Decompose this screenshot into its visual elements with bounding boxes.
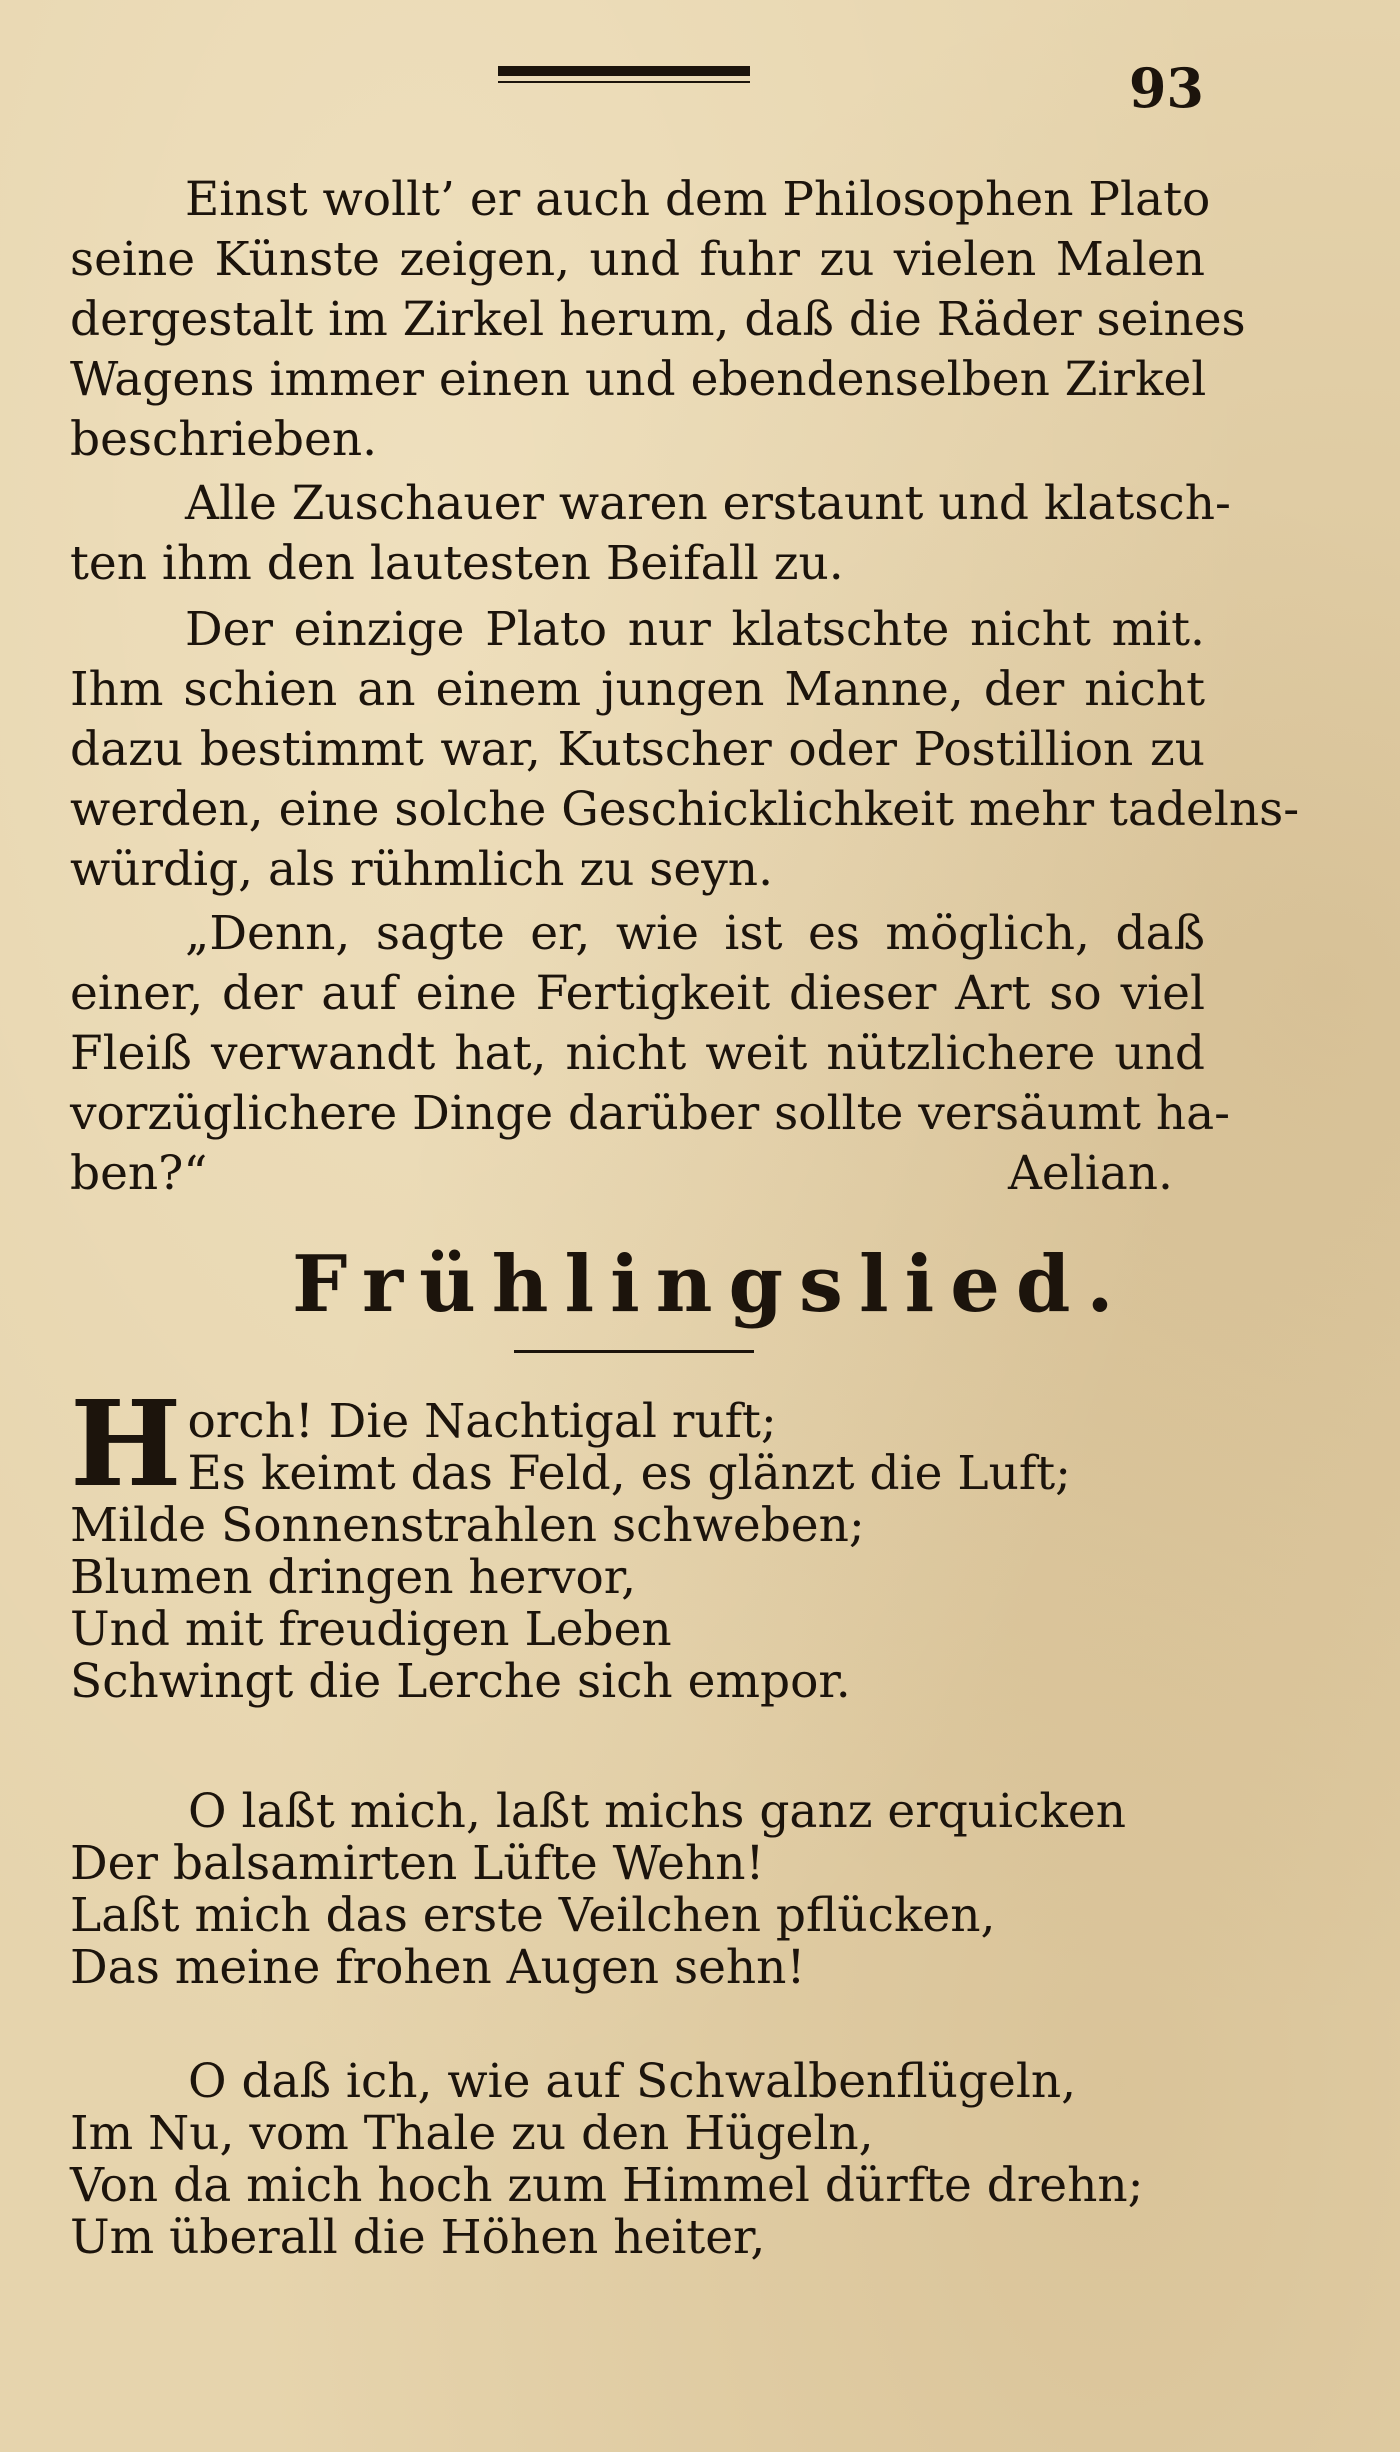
text-line: Fleiß verwandt hat, nicht weit nützlichere und bbox=[70, 1026, 1205, 1081]
poem-stanza-1 bbox=[70, 1374, 1071, 1709]
paragraph-plato-judgement bbox=[70, 600, 1300, 900]
text-line: seine Künste zeigen, und fuhr zu vielen Malen bbox=[70, 232, 1205, 287]
text-line: ten ihm den lautesten Beifall zu. bbox=[70, 536, 844, 591]
text-line: vorzüglichere Dinge darüber sollte versäumt ha- bbox=[70, 1086, 1231, 1141]
poem-stanza-2 bbox=[70, 1786, 1126, 1994]
text-line: ben?“ bbox=[70, 1146, 208, 1201]
attribution: Aelian. bbox=[1007, 1146, 1173, 1201]
verse-line: Von da mich hoch zum Himmel dürfte drehn; bbox=[70, 2158, 1144, 2213]
text-line: würdig, als rühmlich zu seyn. bbox=[70, 842, 774, 897]
verse-line: Laßt mich das erste Veilchen pflücken, bbox=[70, 1888, 996, 1943]
header-ornament-rule bbox=[498, 66, 750, 84]
text-line: Der einzige Plato nur klatschte nicht mit. bbox=[185, 602, 1205, 657]
text-line: Wagens immer einen und ebendenselben Zirkel bbox=[70, 352, 1207, 407]
text-line-with-attribution bbox=[70, 1144, 1205, 1204]
paragraph-plato-intro bbox=[70, 170, 1246, 470]
dropcap-lines bbox=[188, 1396, 1071, 1500]
verse-line: Blumen dringen hervor, bbox=[70, 1550, 637, 1605]
text-line: dazu bestimmt war, Kutscher oder Postillion zu bbox=[70, 722, 1205, 777]
verse-line: Schwingt die Lerche sich empor. bbox=[70, 1654, 851, 1709]
poem-stanza-3 bbox=[70, 2056, 1144, 2264]
verse-line: Der balsamirten Lüfte Wehn! bbox=[70, 1836, 765, 1891]
verse-line: Im Nu, vom Thale zu den Hügeln, bbox=[70, 2106, 874, 2161]
verse-line: orch! Die Nachtigal ruft; bbox=[187, 1396, 777, 1449]
verse-line: Um überall die Höhen heiter, bbox=[70, 2210, 766, 2265]
text-line: Einst wollt’ er auch dem Philosophen Plato bbox=[185, 172, 1211, 227]
verse-line: O daß ich, wie auf Schwalbenflügeln, bbox=[188, 2054, 1077, 2109]
header-rule-thick bbox=[498, 66, 750, 76]
drop-cap: H bbox=[70, 1374, 182, 1513]
verse-line: Das meine frohen Augen sehn! bbox=[70, 1940, 806, 1995]
text-line: dergestalt im Zirkel herum, daß die Räder seines bbox=[70, 292, 1246, 347]
text-line: einer, der auf eine Fertigkeit dieser Art so viel bbox=[70, 966, 1205, 1021]
text-line: Ihm schien an einem jungen Manne, der nicht bbox=[70, 662, 1205, 717]
verse-line: Milde Sonnenstrahlen schweben; bbox=[70, 1498, 865, 1553]
verse-line: O laßt mich, laßt michs ganz erquicken bbox=[188, 1784, 1126, 1839]
text-line: Alle Zuschauer waren erstaunt und klatsch- bbox=[185, 476, 1231, 531]
page-number: 93 bbox=[1128, 56, 1204, 120]
paragraph-spectators bbox=[70, 474, 1231, 594]
text-line: werden, eine solche Geschicklichkeit mehr tadelns- bbox=[70, 782, 1300, 837]
text-line: beschrieben. bbox=[70, 412, 378, 467]
poem-title: Frühlingslied. bbox=[292, 1239, 1130, 1330]
paragraph-quote bbox=[70, 904, 1231, 1204]
text-line: „Denn, sagte er, wie ist es möglich, daß bbox=[185, 906, 1205, 961]
verse-line: Und mit freudigen Leben bbox=[70, 1602, 672, 1657]
title-rule bbox=[514, 1350, 754, 1353]
header-rule-thin bbox=[498, 81, 750, 83]
verse-line: Es keimt das Feld, es glänzt die Luft; bbox=[187, 1446, 1071, 1500]
